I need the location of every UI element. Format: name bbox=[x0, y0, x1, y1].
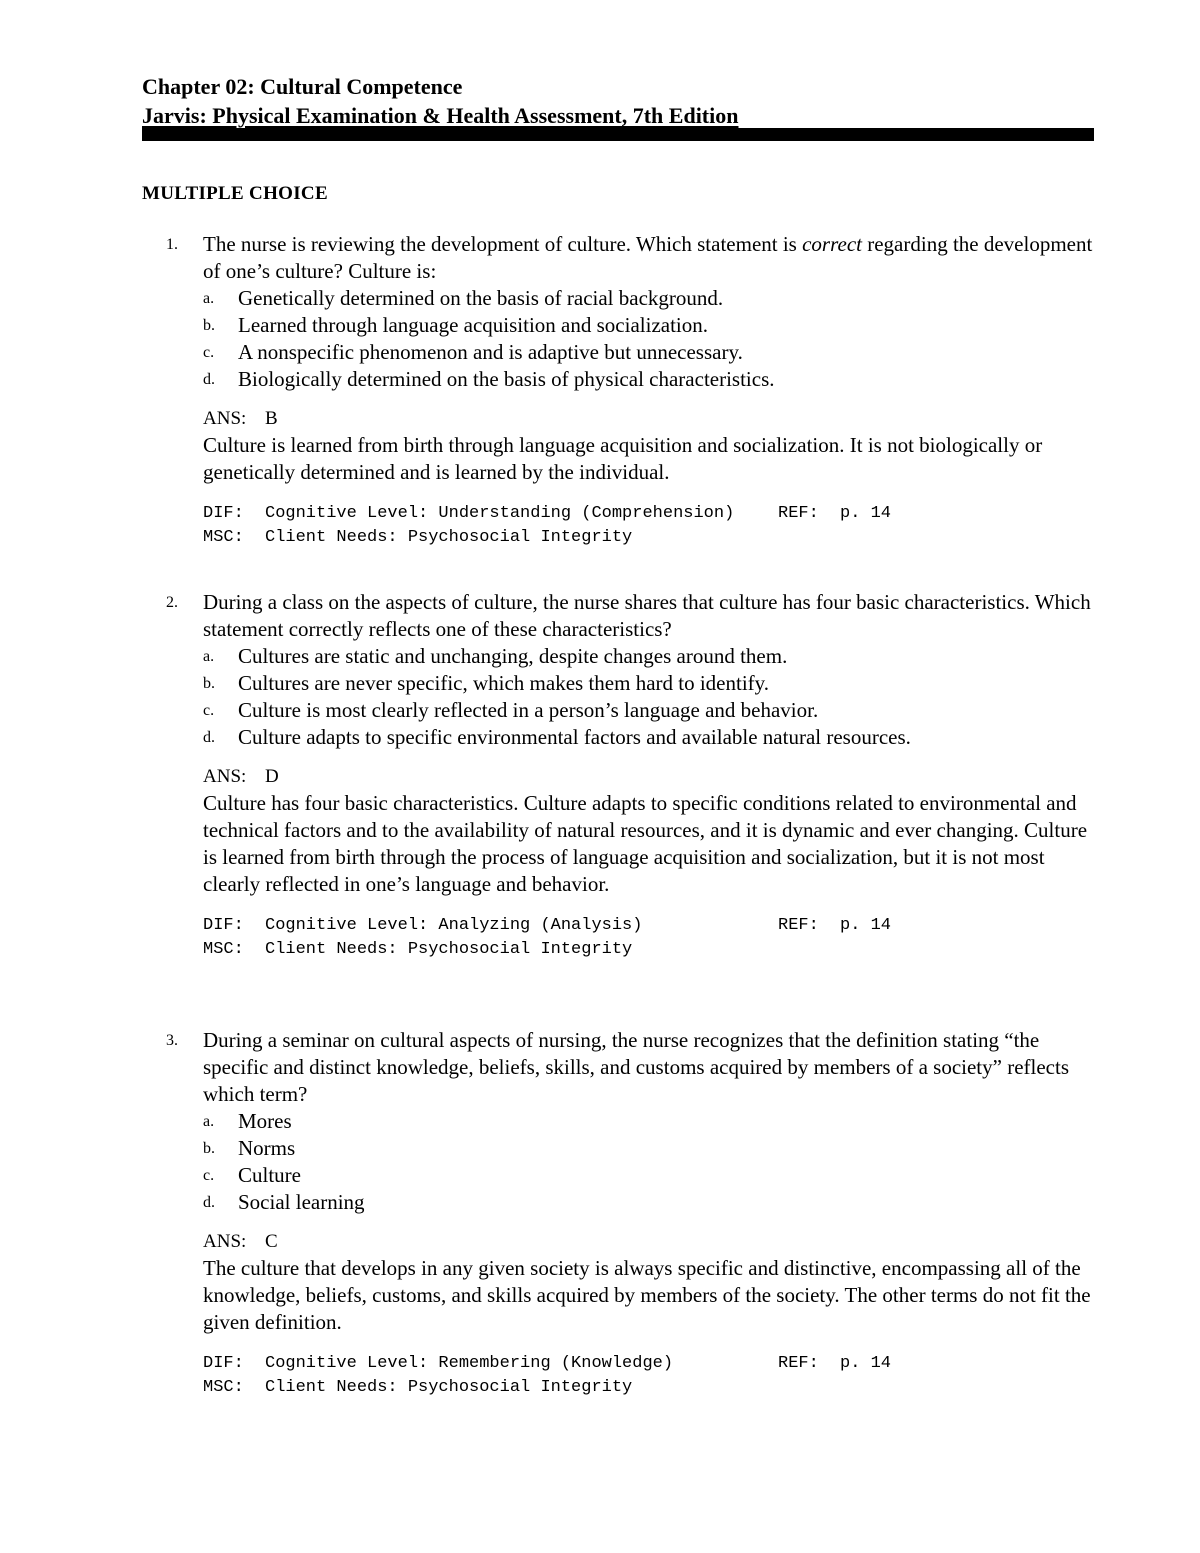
option-text: Genetically determined on the basis of racial background. bbox=[238, 286, 724, 310]
header-rule bbox=[142, 128, 1094, 141]
option-text: Culture is most clearly reflected in a person’s language and behavior. bbox=[238, 698, 819, 722]
question-stem: During a seminar on cultural aspects of nursing, the nurse recognizes that the definition stating “the specific and distinct knowledge, beliefs, skills, and customs acquired by members of a society” reflects which term? bbox=[203, 1028, 1069, 1106]
ref-label: REF: bbox=[778, 1354, 819, 1373]
question-meta bbox=[203, 914, 1096, 962]
rationale: Culture is learned from birth through language acquisition and socialization. It is not biologically or genetically determined and is learned by the individual. bbox=[203, 433, 1043, 484]
question-2 bbox=[166, 589, 1096, 962]
ref-value: p. 14 bbox=[840, 1354, 892, 1373]
question-1 bbox=[166, 231, 1096, 550]
stem-text: The nurse is reviewing the development of culture. Which statement is bbox=[203, 232, 803, 256]
option-b bbox=[203, 312, 1096, 339]
option-letter: b. bbox=[203, 1140, 215, 1157]
answer-value: B bbox=[265, 408, 278, 429]
msc-value: Client Needs: Psychosocial Integrity bbox=[265, 940, 633, 959]
ref-value: p. 14 bbox=[840, 504, 892, 523]
question-number: 1. bbox=[166, 236, 178, 253]
option-letter: b. bbox=[203, 675, 215, 692]
answer-label: ANS: bbox=[203, 766, 247, 787]
stem-emphasis: correct bbox=[802, 232, 862, 256]
option-b bbox=[203, 670, 1096, 697]
option-text: Cultures are static and unchanging, despite changes around them. bbox=[238, 644, 788, 668]
option-a bbox=[203, 643, 1096, 670]
document-header bbox=[142, 72, 1094, 130]
stem-text-cont: regarding the development of one’s culture? Culture is: bbox=[203, 232, 1093, 283]
question-stem bbox=[203, 231, 1096, 285]
rationale: Culture has four basic characteristics. Culture adapts to specific conditions related to environmental and technical factors and to the availability of natural resources, and it is dynamic and ever changing. Culture is learned from birth through the process of language acquisition and socialization, but it is not most clearly reflected in one’s language and behavior. bbox=[203, 791, 1088, 896]
option-text: Learned through language acquisition and socialization. bbox=[238, 313, 709, 337]
option-letter: b. bbox=[203, 317, 215, 334]
option-text: Social learning bbox=[238, 1190, 365, 1214]
dif-label: DIF: bbox=[203, 916, 244, 935]
dif-value: Cognitive Level: Remembering (Knowledge) bbox=[265, 1354, 674, 1373]
dif-label: DIF: bbox=[203, 1354, 244, 1373]
option-d bbox=[203, 724, 1096, 751]
question-meta bbox=[203, 1352, 1096, 1400]
ref-label: REF: bbox=[778, 504, 819, 523]
option-letter: d. bbox=[203, 371, 215, 388]
answer-value: C bbox=[265, 1231, 278, 1252]
option-letter: d. bbox=[203, 729, 215, 746]
option-a bbox=[203, 285, 1096, 312]
answer-line bbox=[203, 763, 1096, 790]
section-title: MULTIPLE CHOICE bbox=[142, 183, 328, 204]
dif-value: Cognitive Level: Understanding (Comprehension) bbox=[265, 504, 735, 523]
msc-label: MSC: bbox=[203, 1378, 244, 1397]
msc-label: MSC: bbox=[203, 528, 244, 547]
option-letter: a. bbox=[203, 290, 215, 307]
option-text: Culture adapts to specific environmental factors and available natural resources. bbox=[238, 725, 911, 749]
question-3 bbox=[166, 1027, 1096, 1400]
dif-label: DIF: bbox=[203, 504, 244, 523]
option-c bbox=[203, 339, 1096, 366]
option-letter: c. bbox=[203, 1167, 215, 1184]
answer-line bbox=[203, 1228, 1096, 1255]
option-text: Norms bbox=[238, 1136, 296, 1160]
ref-label: REF: bbox=[778, 916, 819, 935]
option-letter: c. bbox=[203, 344, 215, 361]
option-letter: a. bbox=[203, 648, 215, 665]
option-letter: d. bbox=[203, 1194, 215, 1211]
option-letter: a. bbox=[203, 1113, 215, 1130]
dif-value: Cognitive Level: Analyzing (Analysis) bbox=[265, 916, 643, 935]
option-text: Biologically determined on the basis of physical characteristics. bbox=[238, 367, 775, 391]
book-subtitle: Jarvis: Physical Examination & Health Assessment, 7th Edition bbox=[142, 103, 739, 128]
option-c bbox=[203, 697, 1096, 724]
answer-line bbox=[203, 405, 1096, 432]
option-c bbox=[203, 1162, 1096, 1189]
question-number: 3. bbox=[166, 1032, 178, 1049]
question-stem: During a class on the aspects of culture, the nurse shares that culture has four basic characteristics. Which statement correctly reflects one of these characteristics? bbox=[203, 590, 1091, 641]
question-number: 2. bbox=[166, 594, 178, 611]
option-text: Cultures are never specific, which makes them hard to identify. bbox=[238, 671, 770, 695]
option-text: Culture bbox=[238, 1163, 301, 1187]
option-letter: c. bbox=[203, 702, 215, 719]
question-meta bbox=[203, 502, 1096, 550]
msc-value: Client Needs: Psychosocial Integrity bbox=[265, 1378, 633, 1397]
answer-value: D bbox=[265, 766, 279, 787]
option-d bbox=[203, 1189, 1096, 1216]
option-text: A nonspecific phenomenon and is adaptive but unnecessary. bbox=[238, 340, 743, 364]
option-a bbox=[203, 1108, 1096, 1135]
option-text: Mores bbox=[238, 1109, 292, 1133]
rationale: The culture that develops in any given society is always specific and distinctive, encompassing all of the knowledge, beliefs, customs, and skills acquired by members of the society. The other terms do not fit the given definition. bbox=[203, 1256, 1091, 1334]
answer-label: ANS: bbox=[203, 408, 247, 429]
msc-label: MSC: bbox=[203, 940, 244, 959]
answer-label: ANS: bbox=[203, 1231, 247, 1252]
chapter-title: Chapter 02: Cultural Competence bbox=[142, 74, 463, 99]
option-d bbox=[203, 366, 1096, 393]
msc-value: Client Needs: Psychosocial Integrity bbox=[265, 528, 633, 547]
ref-value: p. 14 bbox=[840, 916, 892, 935]
option-b bbox=[203, 1135, 1096, 1162]
